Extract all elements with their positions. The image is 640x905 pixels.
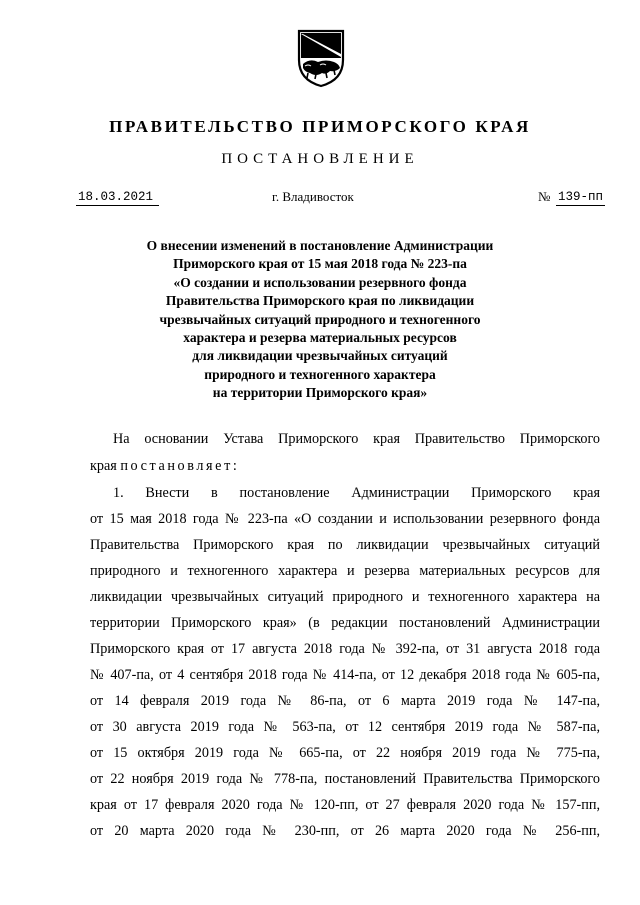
- document-date: 18.03.2021: [76, 189, 159, 206]
- paragraph-line: природного и техногенного характера и резерва материальных ресурсов для: [90, 563, 600, 579]
- preamble-line: На основании Устава Приморского края Правительство Приморского: [113, 431, 600, 447]
- document-type-title: ПОСТАНОВЛЕНИЕ: [221, 151, 419, 167]
- paragraph-line: от 30 августа 2019 года № 563-па, от 12 сентября 2019 года № 587-па,: [90, 719, 600, 735]
- document-heading: [90, 237, 550, 403]
- heading-line: О внесении изменений в постановление Администрации: [146, 238, 494, 253]
- heading-line: природного и техногенного характера: [204, 366, 436, 382]
- heading-line: для ликвидации чрезвычайных ситуаций: [192, 348, 448, 364]
- paragraph-line: ликвидации чрезвычайных ситуаций природного и техногенного характера на: [90, 589, 600, 605]
- document-number-label: №: [538, 189, 551, 204]
- heading-line: чрезвычайных ситуаций природного и техногенного: [159, 311, 481, 327]
- coat-of-arms-emblem: [296, 28, 346, 88]
- document-city: г. Владивосток: [272, 189, 354, 204]
- paragraph-line: от 15 мая 2018 года № 223-па «О создании и использовании резервного фонда: [90, 511, 600, 527]
- preamble-prefix: края: [90, 458, 121, 474]
- paragraph-line: Приморского края от 17 августа 2018 года № 392-па, от 31 августа 2018 года: [90, 641, 600, 657]
- paragraph-line: от 22 ноября 2019 года № 778-па, постановлений Правительства Приморского: [90, 771, 600, 787]
- heading-line: Приморского края от 15 мая 2018 года № 223-па: [173, 256, 467, 272]
- paragraph-line: Правительства Приморского края по ликвидации чрезвычайных ситуаций: [90, 537, 600, 553]
- government-title: ПРАВИТЕЛЬСТВО ПРИМОРСКОГО КРАЯ: [109, 117, 531, 136]
- paragraph-line: 1. Внести в постановление Администрации Приморского края: [113, 485, 600, 501]
- paragraph-line: от 14 февраля 2019 года № 86-па, от 6 марта 2019 года № 147-па,: [90, 693, 600, 709]
- preamble-line: [90, 456, 600, 476]
- heading-line: характера и резерва материальных ресурсов: [183, 330, 457, 346]
- paragraph-line: от 15 октября 2019 года № 665-па, от 22 ноября 2019 года № 775-па,: [90, 745, 600, 761]
- paragraph-line: от 20 марта 2020 года № 230-пп, от 26 марта 2020 года № 256-пп,: [90, 823, 600, 839]
- heading-line: «О создании и использовании резервного фонда: [173, 274, 467, 290]
- heading-line: Правительства Приморского края по ликвидации: [165, 293, 475, 309]
- paragraph-line: № 407-па, от 4 сентября 2018 года № 414-па, от 12 декабря 2018 года № 605-па,: [90, 667, 600, 683]
- document-number: 139-пп: [558, 190, 604, 204]
- paragraph-line: территории Приморского края» (в редакции постановлений Администрации: [90, 615, 600, 631]
- heading-line: на территории Приморского края»: [212, 385, 428, 401]
- preamble-resolves: постановляет:: [120, 458, 240, 474]
- paragraph-line: края от 17 февраля 2020 года № 120-пп, от 27 февраля 2020 года № 157-пп,: [90, 797, 600, 813]
